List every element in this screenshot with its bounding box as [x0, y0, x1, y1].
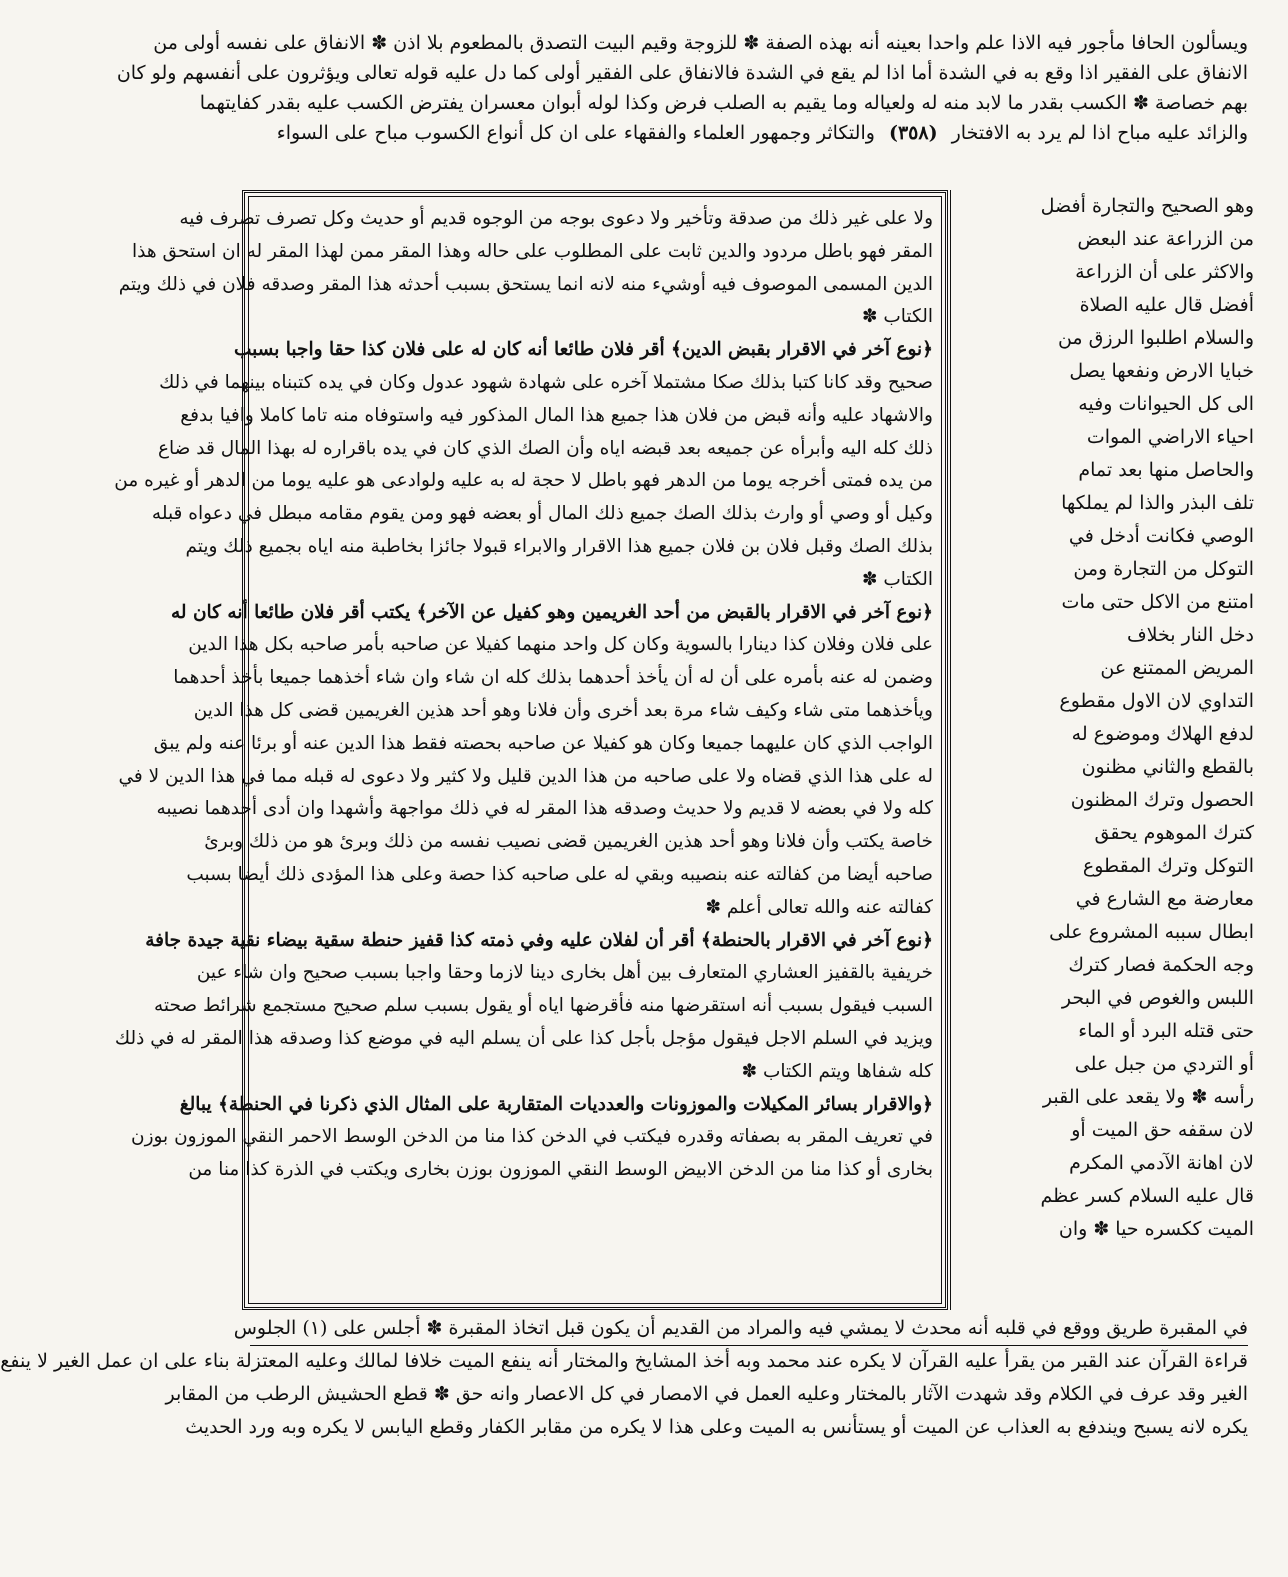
sidebar-column — [954, 190, 1254, 1310]
main-text-line: بخارى أو كذا منا من الدخن الابيض الوسط النقي الموزون بوزن بخارى ويكتب في الذرة كذا منا من — [188, 1159, 933, 1181]
sidebar-line: ابطال سببه المشروع على — [1049, 921, 1254, 943]
page-number: (٣٥٨) — [888, 122, 938, 144]
sidebar-line: الوصي فكانت أدخل في — [1068, 525, 1254, 547]
main-text-line: السبب فيقول بسبب أنه استقرضها منه فأقرضها اياه أو يقول بسبب سلم صحيح مستجمع شرائط صحته — [153, 995, 933, 1017]
main-text-line: والاشهاد عليه وأنه قبض من فلان هذا جميع هذا المال المذكور فيه واستوفاه منه تاما كاملا وافيا بدفع — [180, 404, 933, 426]
sidebar-line: وهو الصحيح والتجارة أفضل — [1040, 195, 1254, 217]
footnote-text — [0, 1312, 1248, 1444]
main-text-line: خريفية بالقفيز العشاري المتعارف بين أهل بخارى دينا لازما وحقا واجبا بسبب صحيح وان شاء عين — [196, 962, 933, 984]
sidebar-line: أو التردي من جبل على — [1074, 1053, 1254, 1075]
sidebar-line: الميت ككسره حيا ✽ وان — [1058, 1218, 1254, 1240]
main-text-line: وضمن له عنه بأمره على أن له أن يأخذ أحدهما بذلك كله ان شاء وان شاء أخذهما جميعا بأخذ أحدهما — [173, 667, 933, 689]
sidebar-line: احياء الاراضي الموات — [1086, 426, 1254, 448]
sidebar-line: الى كل الحيوانات وفيه — [1078, 393, 1254, 415]
sidebar-line: لان سقفه حق الميت أو — [1071, 1119, 1254, 1141]
sidebar-line: لان اهانة الآدمي المكرم — [1069, 1152, 1254, 1174]
main-text-line: وكيل أو وصي أو وارث بذلك الصك جميع ذلك المال أو بعضه فهو ومن يقوم مقامه مبطل في دعواه قبله — [151, 503, 933, 525]
main-text-line: ويأخذهما متى شاء وكيف شاء مرة بعد أخرى وأن فلانا وهو أحد هذين الغريمين قضى كل هذا الدين — [193, 699, 933, 721]
main-text-line: كله شفاها ويتم الكتاب ✽ — [741, 1060, 933, 1082]
sidebar-line: امتنع من الاكل حتى مات — [1061, 591, 1254, 613]
sidebar-line: والحاصل منها بعد تمام — [1078, 459, 1254, 481]
main-text-line: بذلك الصك وقبل فلان بن فلان جميع هذا الاقرار والابراء قبولا جائزا بخاطبة منه اياه بجميع ذلك ويتم — [185, 535, 933, 557]
sidebar-line: أفضل قال عليه الصلاة — [1079, 294, 1254, 316]
footnote-line: الغير وقد عرف في الكلام وقد شهدت الآثار بالمختار وعليه العمل في الامصار في كل الاعصار وانه حق ✽ قطع الحشيش الرطب من المقابر — [165, 1383, 1248, 1405]
sidebar-line: دخل النار بخلاف — [1126, 624, 1254, 646]
header-line-1: ويسألون الحافا مأجور فيه الاذا علم واحدا بعينه أنه بهذه الصفة ✽ للزوجة وقيم البيت التصدق بالمطعوم بلا اذن ✽ الانفاق على نفسه أولى من — [153, 32, 1248, 54]
sidebar-line: التوكل وترك المقطوع — [1082, 855, 1254, 877]
sidebar-line: الحصول وترك المظنون — [1070, 789, 1254, 811]
main-text-line: الكتاب ✽ — [861, 306, 933, 328]
section-heading-line: ﴿نوع آخر في الاقرار بالقبض من أحد الغريمين وهو كفيل عن الآخر﴾ يكتب أقر فلان طائعا أنه كان له — [170, 601, 933, 623]
sidebar-line: رأسه ✽ ولا يقعد على القبر — [1042, 1086, 1254, 1108]
main-text-line: المقر فهو باطل مردود والدين ثابت على المطلوب على حاله وهذا المقر ممن لهذا المقر له ان استحق هذا — [132, 240, 933, 262]
main-text-line: على فلان وفلان كذا دينارا بالسوية وكان كل واحد منهما كفيلا عن صاحبه بأمر صاحبه بكل هذا الدين — [188, 634, 933, 656]
footnote-line: في المقبرة طريق ووقع في قلبه أنه محدث لا يمشي فيه والمراد من القديم أن يكون قبل اتخاذ المقبرة ✽ أجلس على (١) الجلوس — [233, 1317, 1248, 1339]
main-text-line: من يده فمتى أخرجه يوما من الدهر فهو باطل لا حجة له به عليه ولوادعى هو عليه يوما من الدهر أو غيره من — [114, 470, 933, 492]
header-line-2: الانفاق على الفقير اذا وقع به في الشدة أما اذا لم يقع في الشدة فالانفاق على الفقير أولى كما دل عليه قوله تعالى ويؤثرون على أنفسهم ولو كان — [116, 62, 1248, 84]
sidebar-line: من الزراعة عند البعض — [1077, 228, 1254, 250]
main-text-line: الواجب الذي كان عليهما جميعا وكان هو كفيلا عن صاحبه بحصته فقط هذا الدين عنه أو برئا عنه ولم يبق — [153, 732, 933, 754]
header-text — [116, 28, 1248, 148]
main-text-line: الدين المسمى الموصوف فيه أوشيء منه لانه انما يستحق بسبب أحدثه هذا المقر وصدقه فلان في ذلك ويتم — [118, 273, 933, 295]
main-text-line: الكتاب ✽ — [861, 568, 933, 590]
section-heading-line: ﴿نوع آخر في الاقرار بالحنطة﴾ أقر أن لفلان عليه وفي ذمته كذا قفيز حنطة سقية بيضاء نقية جيدة جافة — [145, 929, 933, 951]
sidebar-line: قال عليه السلام كسر عظم — [1040, 1185, 1254, 1207]
sidebar-line: والسلام اطلبوا الرزق من — [1057, 327, 1254, 349]
sidebar-line: التداوي لان الاول مقطوع — [1059, 690, 1254, 712]
sidebar-line: خبايا الارض ونفعها يصل — [1069, 360, 1254, 382]
header-line-4b-text: والتكاثر وجمهور العلماء والفقهاء على ان كل أنواع الكسوب مباح على السواء — [276, 122, 875, 144]
section-heading-line: ﴿نوع آخر في الاقرار بقبض الدين﴾ أقر فلان طائعا أنه كان له على فلان كذا حقا واجبا بسبب — [233, 339, 933, 361]
footnote-line: قراءة القرآن عند القبر من يقرأ عليه القرآن لا يكره عند محمد وبه أخذ المشايخ والمختار أنه ينفع الميت خلافا لمالك وعليه المعتزلة بناء على ان عمل الغير لا ينفع — [0, 1350, 1248, 1372]
header-line-4 — [230, 118, 1248, 148]
column-divider — [950, 190, 951, 1310]
main-text-line: في تعريف المقر به بصفاته وقدره فيكتب في الدخن كذا منا من الدخن الوسط الاحمر النقي الموزون بوزن — [130, 1126, 933, 1148]
sidebar-line: التوكل من التجارة ومن — [1073, 558, 1254, 580]
sidebar-line: حتى قتله البرد أو الماء — [1078, 1020, 1254, 1042]
header-line-4-text: والزائد عليه مباح اذا لم يرد به الافتخار — [951, 122, 1248, 144]
header-line-3: بهم خصاصة ✽ الكسب بقدر ما لابد منه له ولعياله وما يقيم به الصلب فرض وكذا لوله أبوان معسران يفترض الكسب عليه بقدر كفايتهما — [199, 92, 1248, 114]
main-text-line: ذلك كله اليه وأبرأه عن جميعه بعد قبضه اياه وأن الصك الذي كان في يده باقراره له بهذا المال قد ضاع — [158, 437, 933, 459]
sidebar-line: لدفع الهلاك وموضوع له — [1071, 723, 1254, 745]
sidebar-line: بالقطع والثاني مظنون — [1081, 756, 1254, 778]
main-text-line: صحيح وقد كانا كتبا بذلك صكا مشتملا آخره على شهادة شهود عدول وكان في يده كتبناه بينهما في ذلك — [159, 371, 933, 393]
sidebar-line: وجه الحكمة فصار كترك — [1068, 954, 1254, 976]
main-text-line: ولا على غير ذلك من صدقة وتأخير ولا دعوى بوجه من الوجوه قديم أو حديث وكل تصرف تصرف فيه — [179, 208, 933, 229]
sidebar-line: تلف البذر والذا لم يملكها — [1061, 492, 1254, 514]
sidebar-line: كترك الموهوم يحقق — [1094, 822, 1254, 844]
main-text-line: صاحبه أيضا من كفالته عنه بنصيبه وبقي له على صاحبه كذا حصة وعلى هذا المؤدى ذلك أيضا بسبب — [186, 863, 933, 885]
main-text-line: ويزيد في السلم الاجل فيقول مؤجل بأجل كذا على أن يسلم اليه في موضع كذا وصدقه هذا المقر له في ذلك — [114, 1027, 933, 1049]
sidebar-line: اللبس والغوص في البحر — [1061, 987, 1254, 1009]
main-text-line: كفالته عنه والله تعالى أعلم ✽ — [705, 896, 933, 918]
main-text-line: له على هذا الذي قضاه ولا على صاحبه من هذا الدين قليل ولا كثير ولا دعوى له قبله مما في هذا الدين لا في — [118, 765, 933, 787]
footnote-line: يكره لانه يسبح ويندفع به العذاب عن الميت أو يستأنس به الميت وعلى هذا لا يكره من مقابر الكفار وقطع اليابس لا يكره وبه ورد الحديث — [185, 1416, 1248, 1438]
main-text-line: خاصة يكتب وأن فلانا وهو أحد هذين الغريمين قضى نصيب نفسه من ذلك وبرئ هو من ذلك وبرئ — [204, 831, 933, 853]
sidebar-line: والاكثر على أن الزراعة — [1075, 261, 1254, 283]
section-heading-line: ﴿والاقرار بسائر المكيلات والموزونات والعدديات المتقاربة على المثال الذي ذكرنا في الحنطة﴾ يبالغ — [179, 1093, 933, 1115]
sidebar-line: معارضة مع الشارع في — [1075, 888, 1254, 910]
main-text-line: كله ولا في بعضه لا قديم ولا حديث وصدقه هذا المقر له في ذلك مواجهة وأشهدا وان أدى أحدهما نصيبه — [156, 798, 933, 820]
sidebar-line: المريض الممتنع عن — [1100, 657, 1254, 679]
main-text — [114, 203, 933, 1299]
main-text-frame — [114, 190, 948, 1310]
